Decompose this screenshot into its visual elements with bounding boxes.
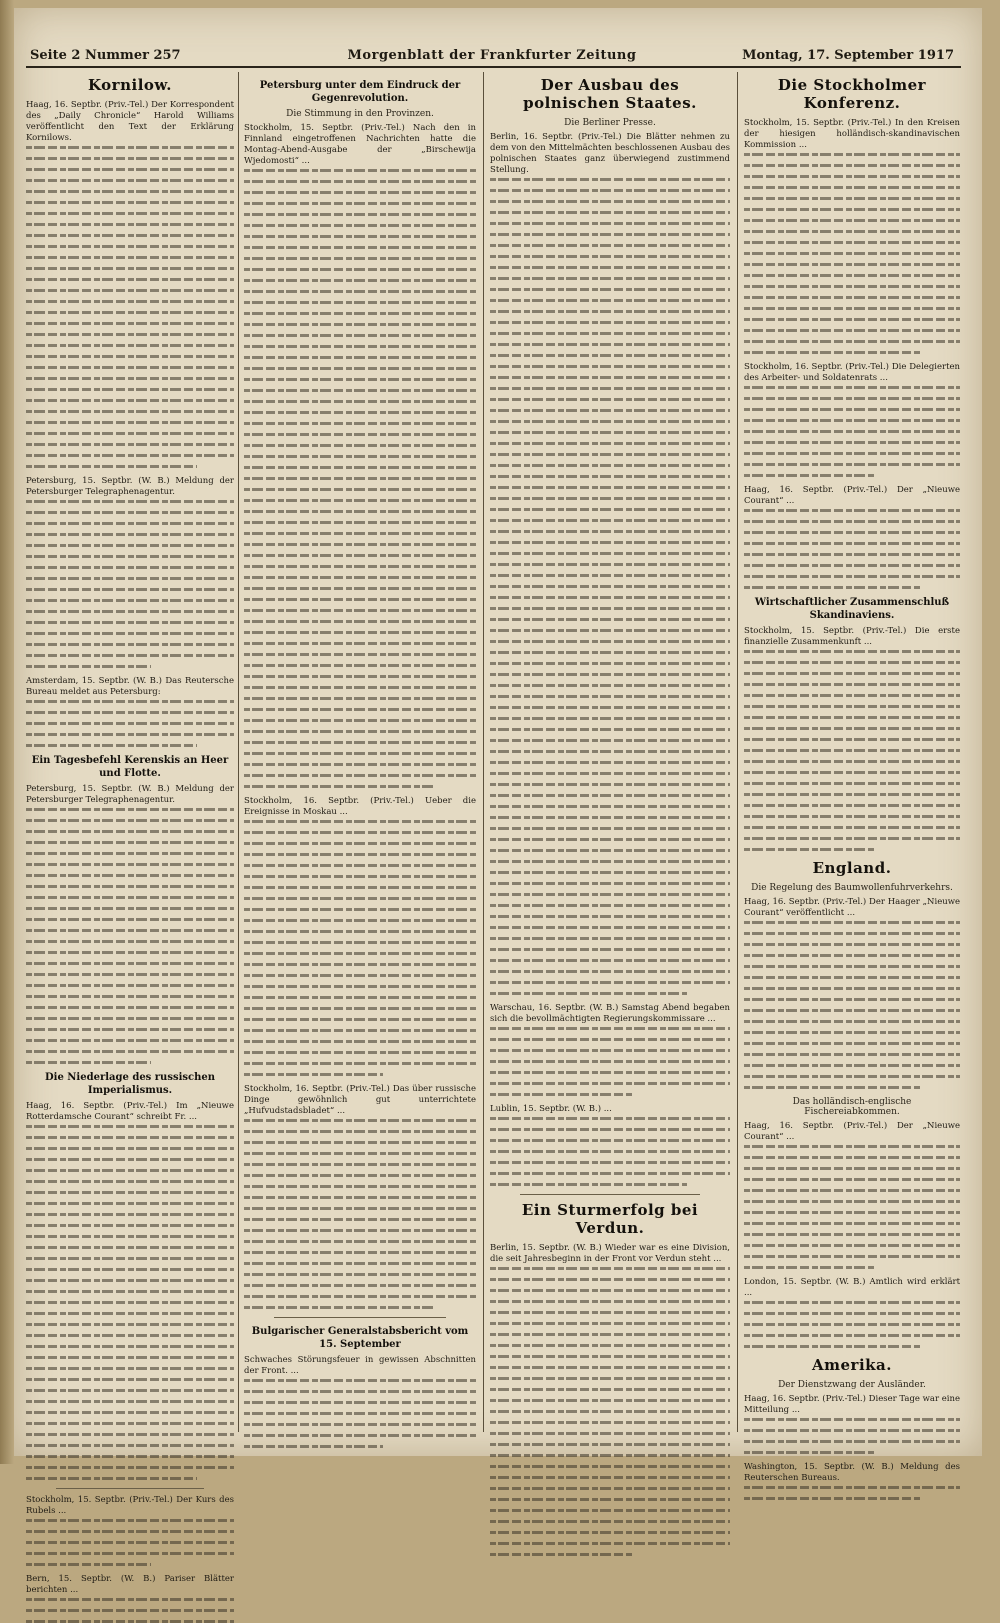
dispatch: Haag, 16. Septbr. (Priv.-Tel.) Der Korrespondent des „Daily Chronicle“ Harold Williams veröffentlicht den Text der Erklärung Kornilows.	[26, 100, 234, 143]
heading-kornilow: Kornilow.	[87, 76, 173, 94]
column-3	[490, 72, 730, 1452]
article-body	[26, 1519, 234, 1566]
dispatch: Haag, 16. Septbr. (Priv.-Tel.) Dieser Tage war eine Mitteilung ...	[744, 1394, 960, 1415]
dispatch: Stockholm, 15. Septbr. (Priv.-Tel.) In den Kreisen der hiesigen holländisch-skandinavischen Kommission ...	[744, 118, 960, 150]
column-4	[744, 72, 960, 1483]
subheading-baumwolle: Die Regelung des Baumwollenfuhrverkehrs.	[751, 883, 953, 893]
dispatch: Stockholm, 16. Septbr. (Priv.-Tel.) Ueber die Ereignisse in Moskau ...	[244, 796, 476, 817]
dispatch: Warschau, 16. Septbr. (W. B.) Samstag Abend begaben sich die bevollmächtigten Regierungskommissare ...	[490, 1003, 730, 1024]
article-body	[744, 1301, 960, 1348]
dispatch: Washington, 15. Septbr. (W. B.) Meldung des Reuterschen Bureaus.	[744, 1462, 960, 1483]
heading-tagesbefehl: Ein Tagesbefehl Kerenskis an Heer und Flotte.	[31, 755, 229, 779]
dispatch: Berlin, 15. Septbr. (W. B.) Wieder war es eine Division, die seit Jahresbeginn in der Front vor Verdun steht ...	[490, 1243, 730, 1264]
column-rule-1	[238, 72, 239, 1432]
heading-petersburg: Petersburg unter dem Eindruck der Gegenrevolution.	[259, 80, 461, 104]
dispatch: Lublin, 15. Septbr. (W. B.) ...	[490, 1104, 612, 1114]
column-1	[26, 72, 234, 1595]
column-rule-3	[737, 72, 738, 1432]
dispatch: Amsterdam, 15. Septbr. (W. B.) Das Reutersche Bureau meldet aus Petersburg:	[26, 676, 234, 697]
subheading-dienst: Der Dienstzwang der Ausländer.	[778, 1380, 926, 1390]
newspaper-title: Morgenblatt der Frankfurter Zeitung	[347, 48, 637, 63]
article-body	[490, 1027, 730, 1096]
column-rule-2	[483, 72, 484, 1432]
dispatch: Haag, 16. Septbr. (Priv.-Tel.) Der „Nieuwe Courant“ ...	[744, 1121, 960, 1142]
dispatch: Stockholm, 15. Septbr. (Priv.-Tel.) Der Kurs des Rubels ...	[26, 1495, 234, 1516]
article-body	[244, 820, 476, 1076]
dispatch: Bern, 15. Septbr. (W. B.) Pariser Blätter berichten ...	[26, 1574, 234, 1595]
masthead-rule	[26, 66, 961, 68]
divider	[520, 1194, 700, 1195]
article-body	[26, 1598, 234, 1623]
article-body	[244, 169, 476, 788]
heading-verdun: Ein Sturmerfolg bei Verdun.	[521, 1201, 699, 1237]
article-body	[744, 1145, 960, 1269]
column-2	[244, 72, 476, 1452]
article-body	[744, 921, 960, 1089]
article-body	[744, 386, 960, 477]
dispatch: Petersburg, 15. Septbr. (W. B.) Meldung der Petersburger Telegraphenagentur.	[26, 476, 234, 497]
article-body	[244, 1379, 476, 1448]
article-body	[26, 1125, 234, 1480]
article-body	[26, 146, 234, 468]
heading-wirtschaft: Wirtschaftlicher Zusammenschluß Skandinaviens.	[754, 597, 950, 621]
article-body	[490, 1117, 730, 1186]
dispatch: London, 15. Septbr. (W. B.) Amtlich wird erklärt ...	[744, 1277, 960, 1298]
heading-bulgar: Bulgarischer Generalstabsbericht vom 15. September	[251, 1326, 469, 1350]
article-body	[744, 509, 960, 589]
article-body	[26, 500, 234, 668]
subheading-fischerei: Das holländisch-englische Fischereiabkommen.	[792, 1097, 912, 1117]
article-body	[490, 178, 730, 995]
article-body	[744, 1418, 960, 1454]
dispatch: Petersburg, 15. Septbr. (W. B.) Meldung der Petersburger Telegraphenagentur.	[26, 784, 234, 805]
article-body	[744, 153, 960, 354]
article-body	[490, 1267, 730, 1556]
dispatch: Berlin, 16. Septbr. (Priv.-Tel.) Die Blätter nehmen zu dem von den Mittelmächten beschlossenen Ausbau des polnischen Staates ganz überwiegend zustimmend Stellung.	[490, 132, 730, 175]
issue-date: Montag, 17. September 1917	[742, 48, 954, 63]
article-body	[744, 650, 960, 851]
page-number-issue: Seite 2 Nummer 257	[30, 48, 181, 63]
dispatch: Haag, 16. Septbr. (Priv.-Tel.) Im „Nieuwe Rotterdamsche Courant“ schreibt Fr. ...	[26, 1101, 234, 1122]
masthead	[22, 44, 962, 66]
dispatch: Haag, 16. Septbr. (Priv.-Tel.) Der Haager „Nieuwe Courant“ veröffentlicht ...	[744, 897, 960, 918]
heading-england: England.	[812, 859, 892, 877]
article-body	[244, 1119, 476, 1309]
dispatch: Stockholm, 16. Septbr. (Priv.-Tel.) Das über russische Dinge gewöhnlich gut unterrichtete „Hufvudstadsbladet“ ...	[244, 1084, 476, 1116]
divider	[56, 1488, 204, 1489]
subheading-stimmung: Die Stimmung in den Provinzen.	[286, 109, 434, 119]
dispatch: Stockholm, 16. Septbr. (Priv.-Tel.) Die Delegierten des Arbeiter- und Soldatenrats ...	[744, 362, 960, 383]
dispatch: Schwaches Störungsfeuer in gewissen Abschnitten der Front. ...	[244, 1355, 476, 1376]
dispatch: Stockholm, 15. Septbr. (Priv.-Tel.) Nach den in Finnland eingetroffenen Nachrichten hatte die Montag-Abend-Ausgabe der „Birschewija Wjedomosti“ ...	[244, 123, 476, 166]
subheading-presse: Die Berliner Presse.	[564, 118, 656, 128]
heading-amerika: Amerika.	[812, 1356, 892, 1374]
heading-niederlage: Die Niederlage des russischen Imperialismus.	[44, 1072, 216, 1096]
divider	[274, 1317, 446, 1318]
dispatch: Haag, 16. Septbr. (Priv.-Tel.) Der „Nieuwe Courant“ ...	[744, 485, 960, 506]
book-gutter	[0, 0, 14, 1464]
article-body	[26, 808, 234, 1064]
article-body	[744, 1486, 960, 1500]
article-body	[26, 700, 234, 747]
heading-stockholm: Die Stockholmer Konferenz.	[777, 76, 927, 112]
dispatch: Stockholm, 15. Septbr. (Priv.-Tel.) Die erste finanzielle Zusammenkunft ...	[744, 626, 960, 647]
heading-ausbau: Der Ausbau des polnischen Staates.	[523, 76, 697, 112]
